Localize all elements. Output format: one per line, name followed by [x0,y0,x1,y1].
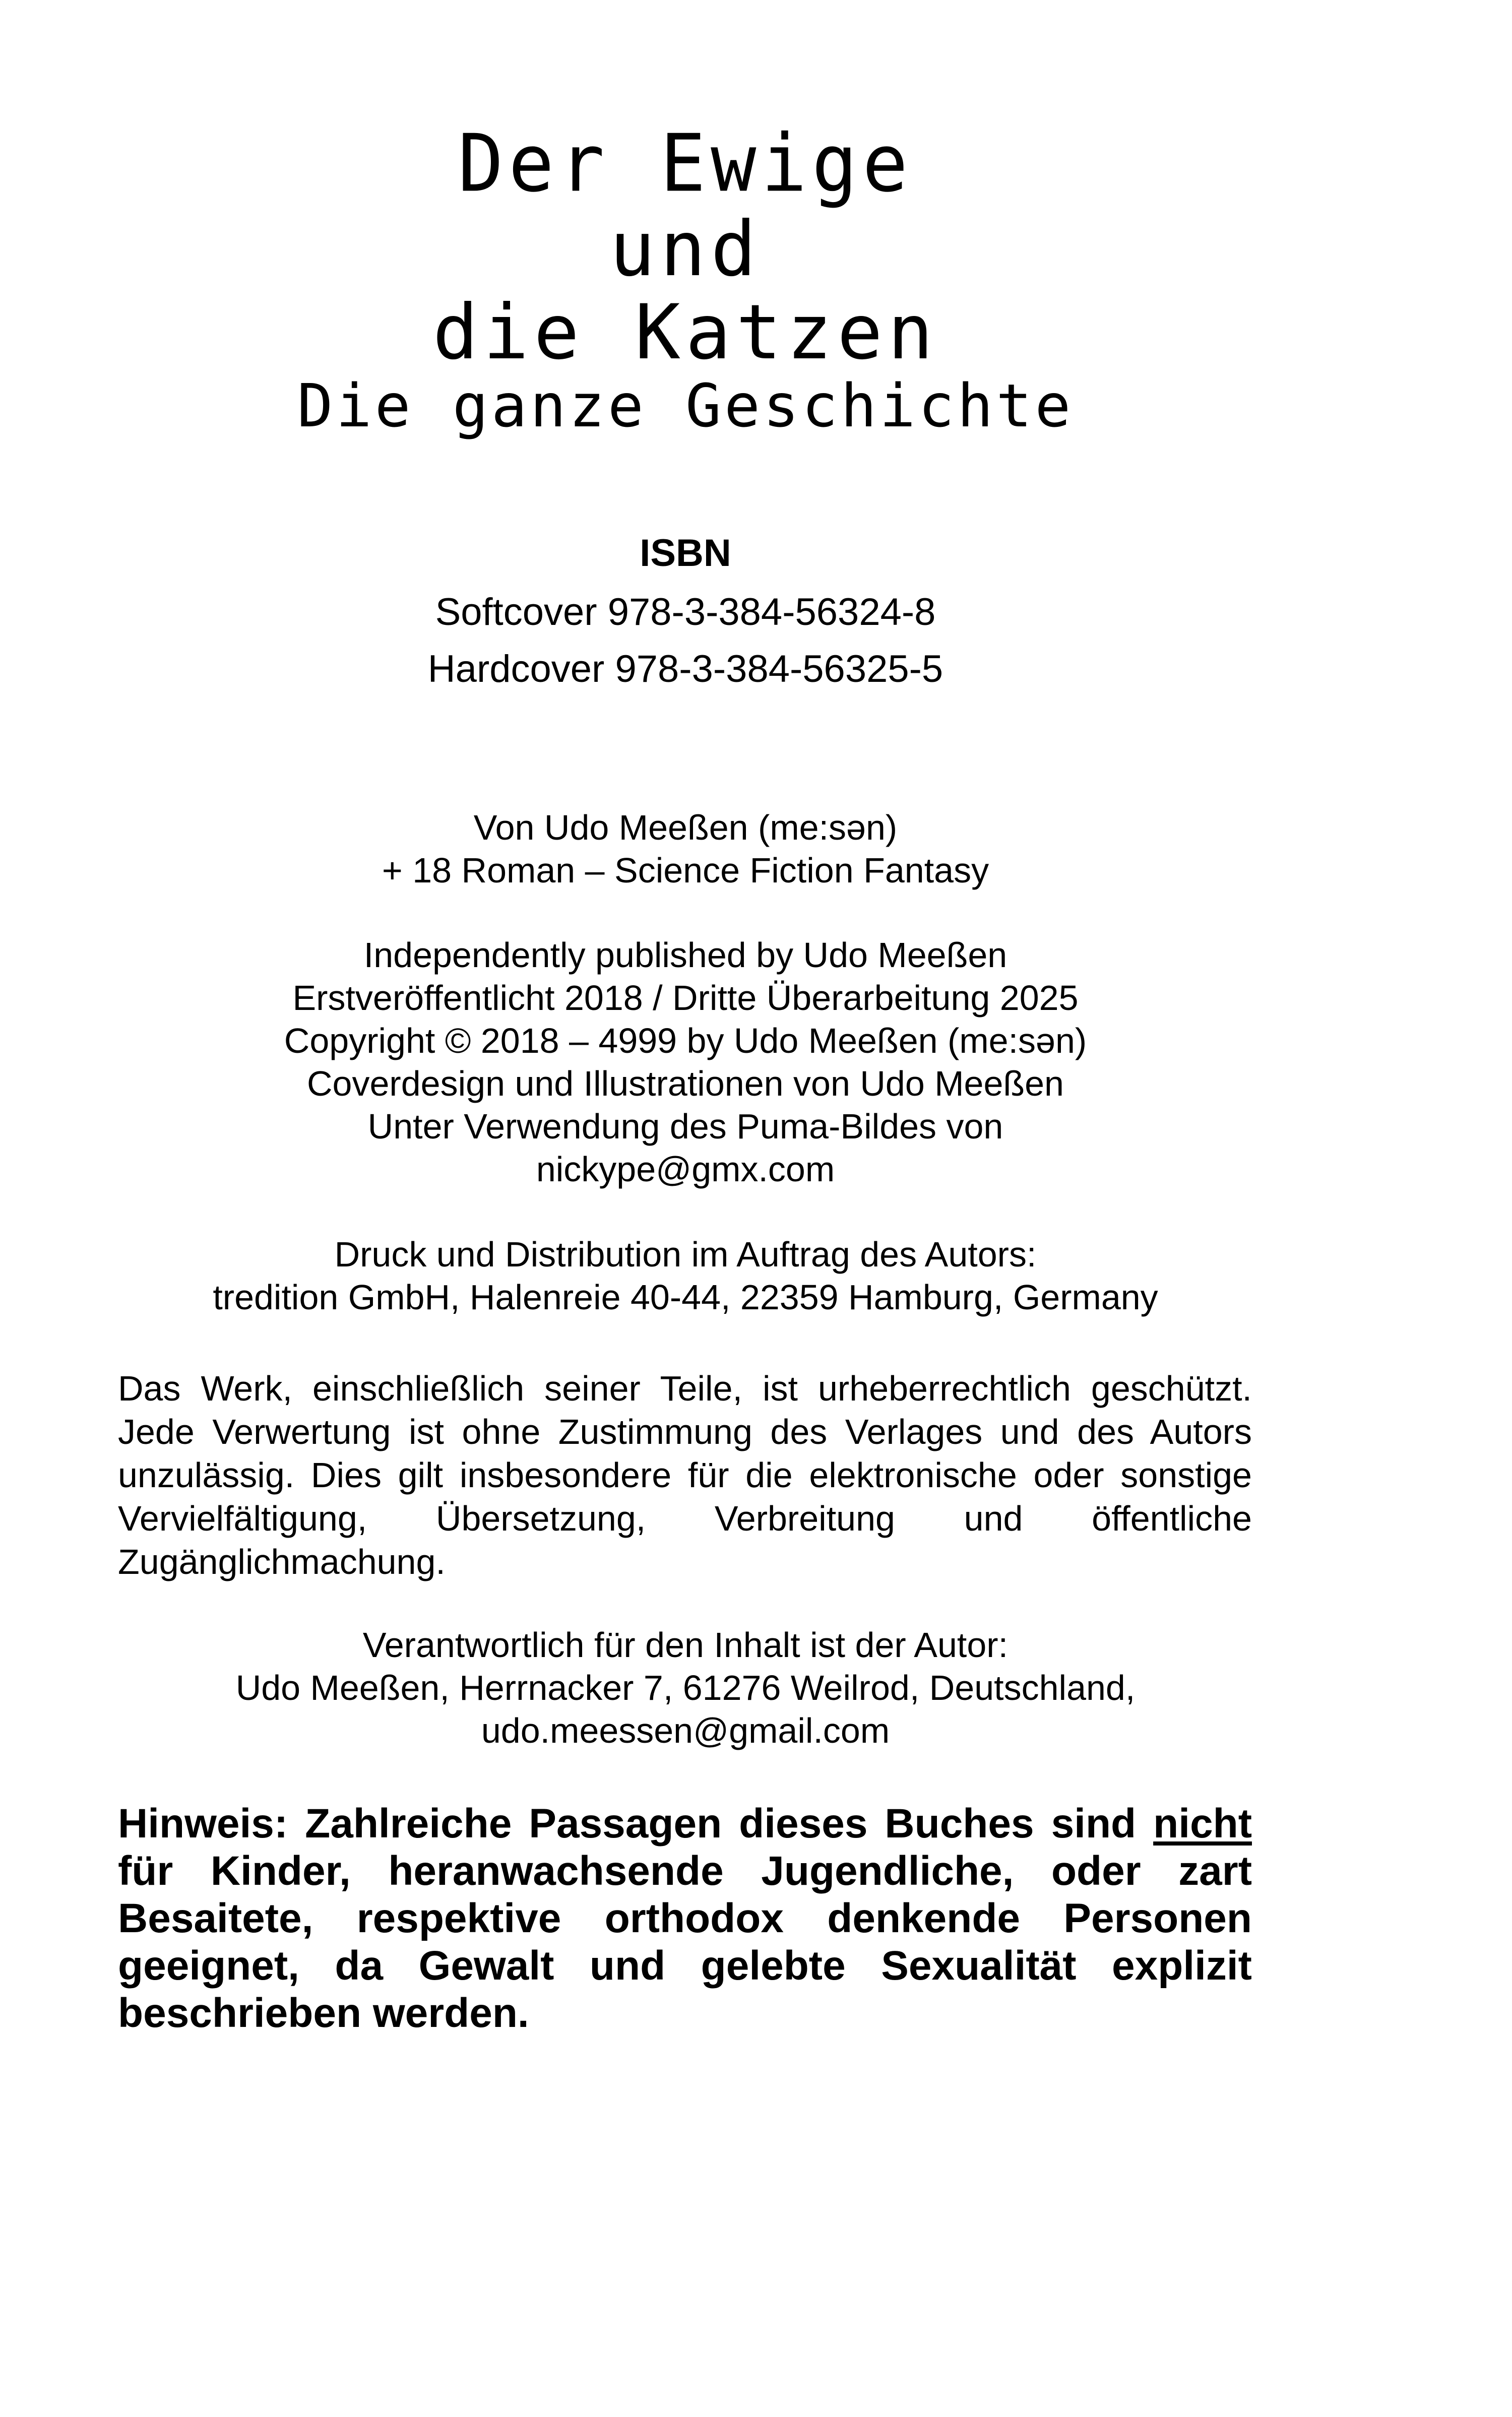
responsible-block [0,1624,1371,1752]
title-line-2: und [609,206,762,293]
title-line-1: Der Ewige [458,117,913,210]
print-line: Druck und Distribution im Auftrag des Autors: [334,1235,1037,1274]
content-warning [118,1800,1252,2037]
title-line-3: die Katzen [432,289,938,376]
edition-line: Erstveröffentlicht 2018 / Dritte Überarbeitung 2025 [292,978,1079,1017]
isbn-heading: ISBN [640,532,731,575]
printer-address: tredition GmbH, Halenreie 40-44, 22359 Hamburg, Germany [213,1278,1158,1317]
image-credit-email: nickype@gmx.com [536,1150,835,1189]
author-address: Udo Meeßen, Herrnacker 7, 61276 Weilrod, Deutschland, [235,1668,1136,1707]
print-block [0,1233,1371,1319]
copyright-notice: Das Werk, einschließlich seiner Teile, ist urheberrechtlich geschützt. Jede Verwertung ist ohne Zustimmung des Verlages und des Autors unzulässig. Dies gilt insbesondere für die elektronische oder sonstige Vervielfältigung, Übersetzung, Verbreitung und öffentliche Zugänglichmachung. [118,1369,1252,1581]
warning-emphasis: nicht [1153,1801,1252,1847]
author-email: udo.meessen@gmail.com [481,1711,890,1750]
responsible-line: Verantwortlich für den Inhalt ist der Autor: [362,1625,1009,1665]
warning-part-2: für Kinder, heranwachsende Jugendliche, oder zart Besaitete, respektive orthodox denkende Personen geeignet, da Gewalt und gelebte Sexualität explizit beschrieben werden. [118,1848,1252,2036]
author-block [0,806,1371,892]
warning-part-1: Hinweis: Zahlreiche Passagen dieses Buches sind [118,1801,1137,1847]
isbn-softcover: Softcover 978-3-384-56324-8 [435,591,936,633]
copyright-line: Copyright © 2018 – 4999 by Udo Meeßen (me:sən) [284,1021,1087,1060]
author-line: Von Udo Meeßen (me:sən) [473,808,898,847]
isbn-hardcover: Hardcover 978-3-384-56325-5 [427,648,943,690]
publishing-block [0,934,1371,1191]
publisher-line: Independently published by Udo Meeßen [363,935,1007,975]
cover-design-line: Coverdesign und Illustrationen von Udo Meeßen [307,1064,1064,1103]
image-credit-line: Unter Verwendung des Puma-Bildes von [367,1107,1003,1146]
genre-line: + 18 Roman – Science Fiction Fantasy [382,851,989,890]
subtitle: Die ganze Geschichte [297,371,1074,440]
